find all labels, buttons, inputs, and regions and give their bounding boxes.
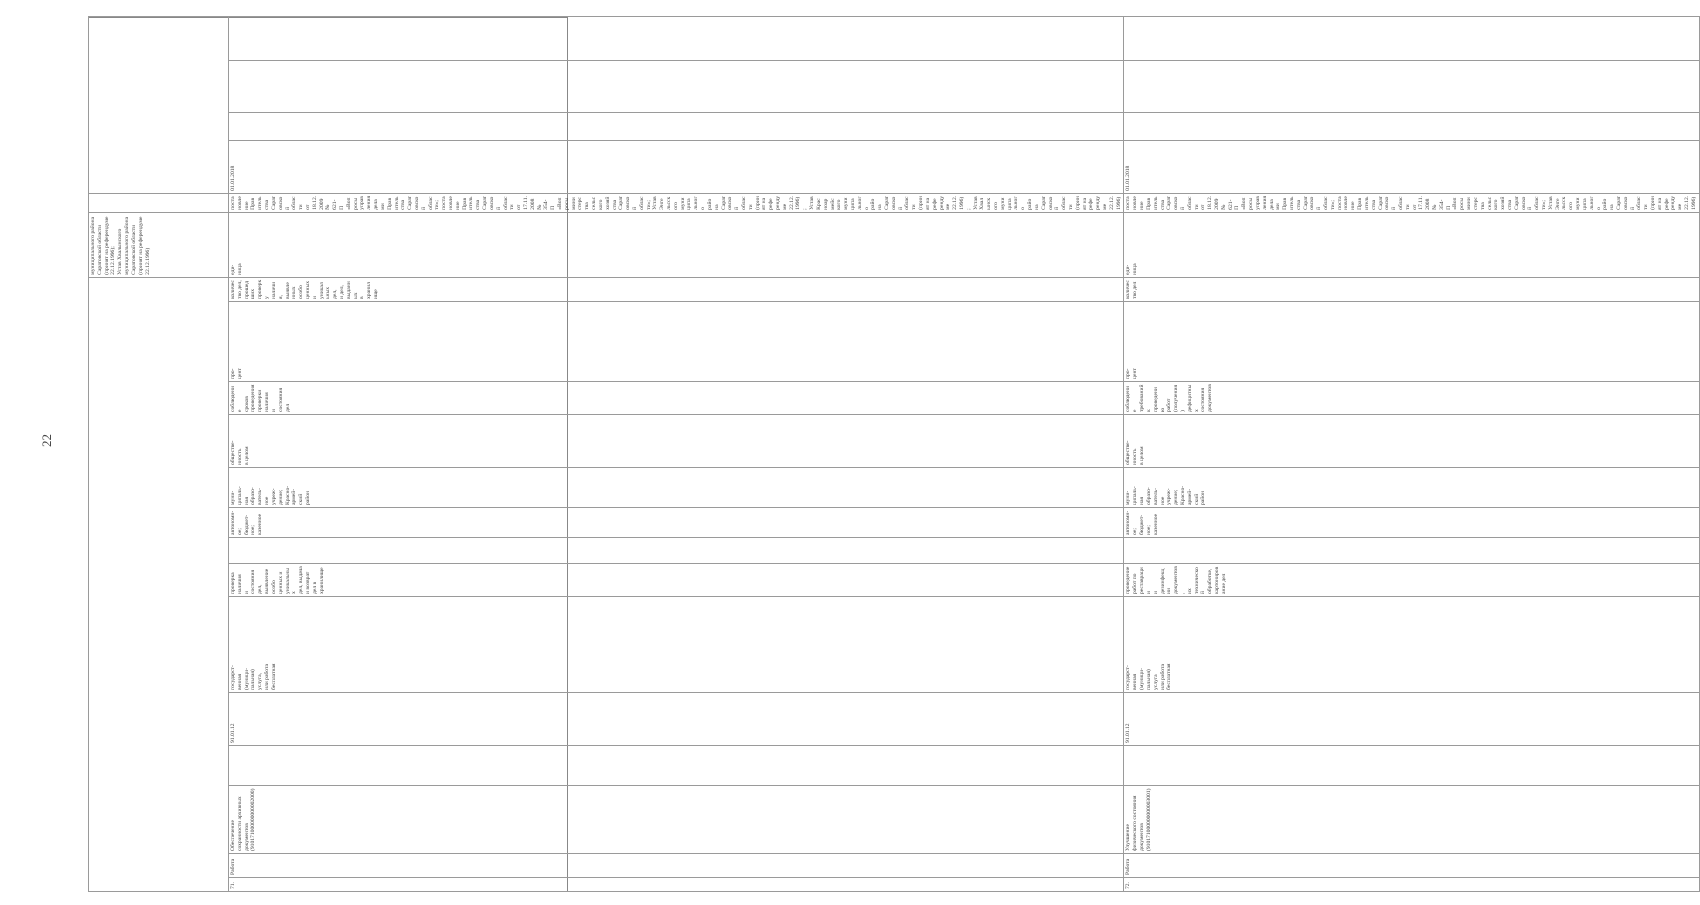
row-service-type: государст- венная (муници- пальная) услуга, или работа бесплатная bbox=[229, 597, 1124, 693]
row-legal-basis: постановление Правительства Саратовской области от 18.12.2009 № 621-П «Вопросы управления делами Правительства Саратовской области»; постановление Правительства Саратовской области от 17.11.2008 № 354-П «Вопросы министерства сельского хозяйства Саратовской области»; Устав Энгельсского муниципального района Саратовской области (принят на референдуме 22.12.1996) bbox=[1124, 193, 1699, 212]
row-recipient: муни- ципаль- ная образо- ватель- ное учреж- дение; Красно- армей- ский район bbox=[229, 468, 1124, 508]
table-row bbox=[229, 16, 1124, 891]
empty-cell bbox=[1124, 746, 1699, 786]
row-content: проведение работ по реставрации и дезинфекции документов, их технической обработке, картонирование дел bbox=[1124, 564, 1699, 597]
row-volume-unit: еди- ница bbox=[1124, 212, 1699, 277]
empty-cell bbox=[1124, 16, 1699, 60]
row-quality-indicator: соблюдение требований к проведению работ (получения) дефицитных состояния документов bbox=[1124, 382, 1699, 415]
row-quality-indicator: соблюдение сроков проведения проверки наличия и состояния дел bbox=[229, 382, 1124, 415]
row-institution: автономн- ое; бюджет- ное; казенное bbox=[1124, 508, 1699, 538]
services-register-table bbox=[88, 16, 1700, 892]
row-legal-basis: постановление Правительства Саратовской области от 18.12.2009 № 621-П «Вопросы управления делами Правительства Саратовской области»; постановление Правительства Саратовской области от 17.11.2008 № 354-П «Вопросы министерства сельского хозяйства Саратовской области»; Устав Энгельсского муниципального района Саратовской области (принят на референдуме 22.12.1996); Устав Красноармейского муниципального района Саратовской области (принят на референдуме 22.12.1996); Устав Хвалынского муниципального района Саратовской области (принят на референдуме 22.12.1996) bbox=[229, 193, 1124, 212]
row-code: 91.01.12 bbox=[1124, 693, 1699, 746]
empty-cell bbox=[1124, 538, 1699, 564]
row-quality-unit: про- цент bbox=[229, 302, 1124, 382]
legal-basis-cell: муниципального района Саратовской области (принят на референдуме 22.12.1996); Устав Хвалынского муниципального района Саратовской области (принят на референдуме 22.12.1996) bbox=[89, 212, 229, 277]
page-number: 22 bbox=[39, 434, 54, 447]
row-code: 91.01.12 bbox=[229, 693, 1124, 746]
row-quality-unit: про- цент bbox=[1124, 302, 1699, 382]
row-name: Обеспечение сохранности архивных документов (910171000000000002000) bbox=[229, 786, 1124, 854]
row-place: обществе- нность в целом bbox=[229, 415, 1124, 468]
empty-cell bbox=[89, 277, 229, 891]
rotated-table bbox=[88, 17, 1697, 892]
table-row bbox=[1124, 16, 1699, 891]
empty-cell bbox=[1124, 112, 1699, 140]
row-date: 01.01.2018 bbox=[1124, 140, 1699, 193]
empty-cell bbox=[229, 60, 1124, 112]
row-volume-indicator: количество дел, прошедших проверку наличия, выявленных особо ценных и уникальных дел, и дел, выданных в хранилище bbox=[229, 277, 1124, 301]
empty-cell bbox=[89, 193, 229, 212]
row-kind: Работа bbox=[1124, 854, 1699, 878]
row-number: 72. bbox=[1124, 878, 1699, 892]
row-date: 01.01.2018 bbox=[229, 140, 1124, 193]
row-number: 71. bbox=[229, 878, 1124, 892]
empty-cell bbox=[229, 746, 1124, 786]
row-service-type: государст- венная (муници- пальная) услуга или работа бесплатная bbox=[1124, 597, 1699, 693]
empty-cell bbox=[229, 16, 1124, 60]
row-volume-unit: еди- ница bbox=[229, 212, 1124, 277]
empty-cell bbox=[89, 16, 229, 193]
empty-cell bbox=[229, 538, 1124, 564]
table-row bbox=[89, 16, 229, 891]
row-volume-indicator: количество дел bbox=[1124, 277, 1699, 301]
row-recipient: муни- ципаль- ная образо- ватель- ное учреж- дение; Красно- армей- ский район bbox=[1124, 468, 1699, 508]
row-name: Улучшение физического состояния документов (910171000000000003001) bbox=[1124, 786, 1699, 854]
empty-cell bbox=[1124, 60, 1699, 112]
row-content: проверка наличия и состояния дел, выявление особо ценных и уникальных дел, выдача и возврат дел в хранилище bbox=[229, 564, 1124, 597]
row-institution: автономн- ое; бюджет- ное; казенное bbox=[229, 508, 1124, 538]
empty-cell bbox=[229, 112, 1124, 140]
row-place: обществе- нность в целом bbox=[1124, 415, 1699, 468]
row-kind: Работа bbox=[229, 854, 1124, 878]
